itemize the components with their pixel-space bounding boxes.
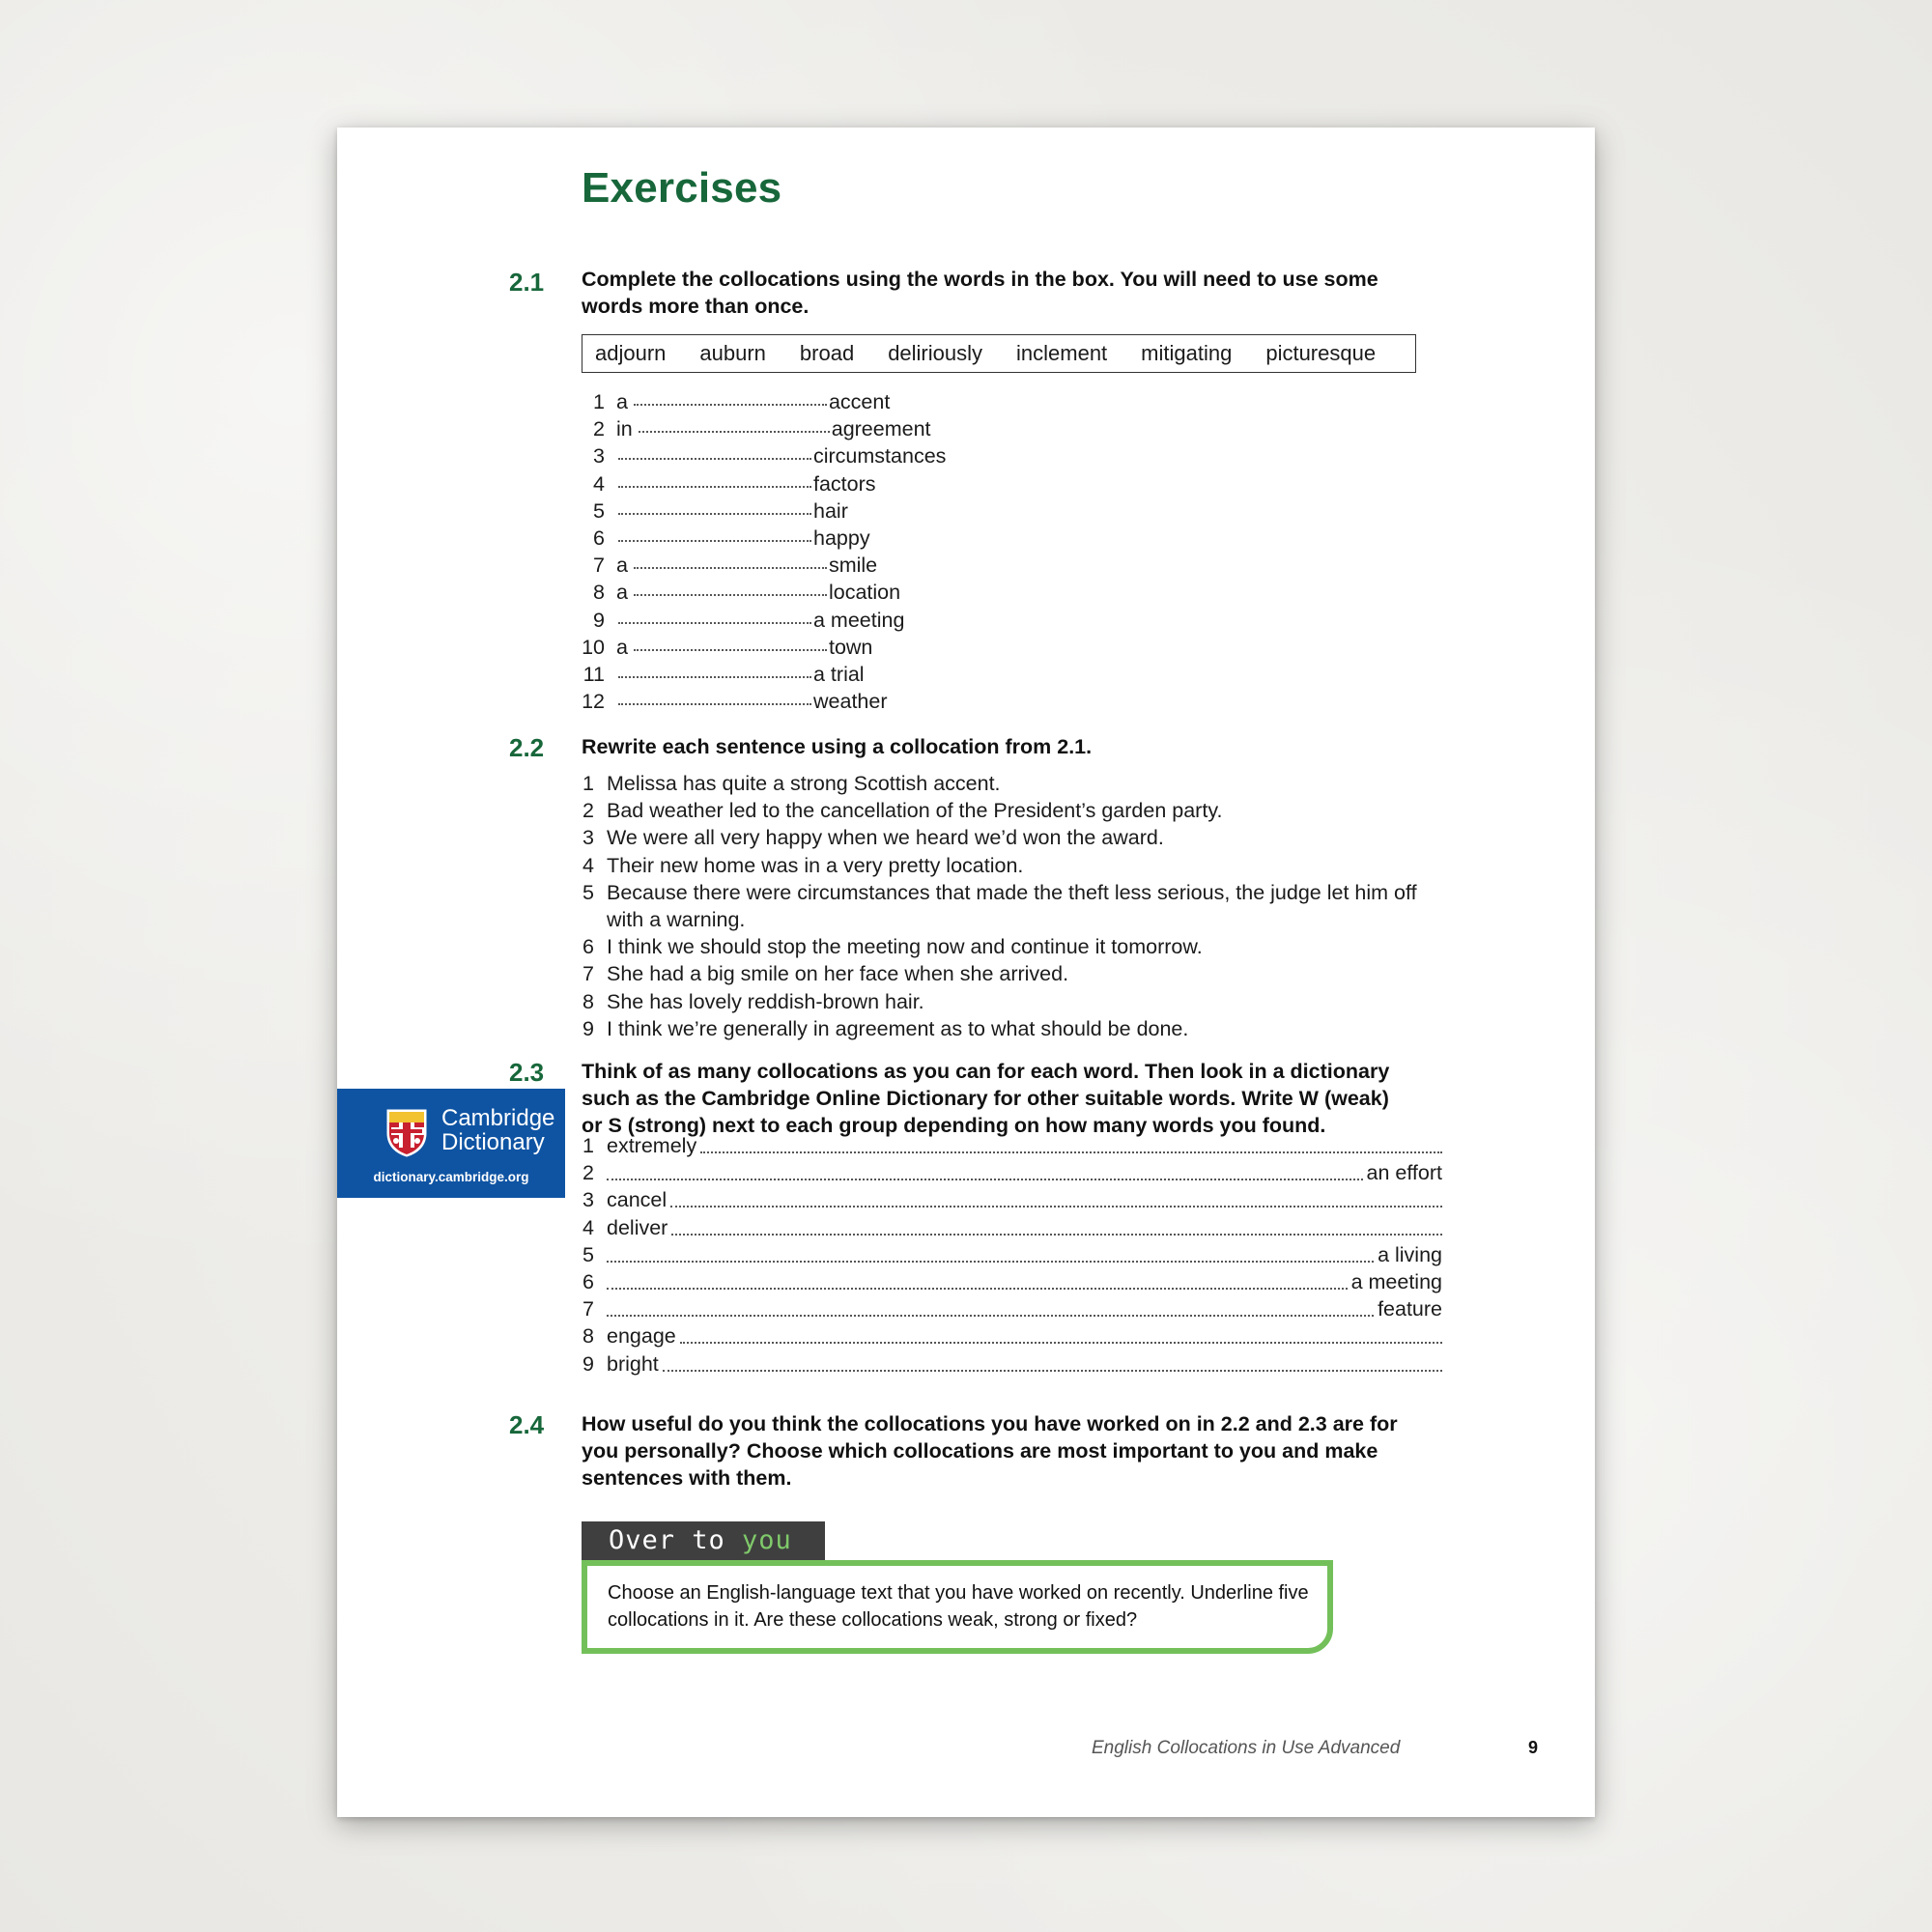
item-number: 7: [582, 962, 594, 986]
item-number: 2: [593, 417, 605, 441]
item-number: 3: [593, 444, 605, 469]
item-collocate: feature: [1378, 1297, 1442, 1321]
item-collocate: weather: [813, 690, 888, 714]
item-number: 4: [593, 471, 605, 496]
answer-blank[interactable]: [607, 1288, 1348, 1290]
exercise-2-1-instruction: Complete the collocations using the words in the box. You will need to use some words more than once.: [582, 268, 1378, 318]
item-number: 2: [582, 1161, 594, 1185]
over-to-you-box: [582, 1560, 1333, 1654]
answer-blank[interactable]: [618, 540, 811, 542]
item-number: 3: [582, 826, 594, 850]
exercise-item: [582, 579, 900, 606]
answer-blank[interactable]: [634, 594, 827, 596]
item-word: bright: [607, 1351, 659, 1376]
over-to-you-label: Over to you: [582, 1521, 825, 1560]
item-prefix: a: [616, 390, 628, 413]
answer-blank[interactable]: [618, 486, 811, 488]
sentence-item: [582, 770, 1001, 797]
item-prefix: a: [616, 554, 628, 578]
sentence-continuation: with a warning.: [607, 908, 746, 931]
answer-blank[interactable]: [634, 649, 827, 651]
item-number: 4: [582, 853, 594, 877]
item-number: 6: [582, 1270, 594, 1293]
item-number: 6: [582, 935, 594, 959]
sentence-item: [582, 879, 1417, 906]
item-collocate: town: [828, 635, 873, 659]
word-box: [582, 334, 1416, 373]
answer-blank[interactable]: [663, 1370, 1442, 1372]
item-word: deliver: [607, 1215, 668, 1239]
collocation-item: [582, 1186, 1442, 1213]
sentence-text: We were all very happy when we heard we’d won the award.: [607, 826, 1164, 850]
exercise-2-3-instruction: Think of as many collocations as you can for each word. Then look in a dictionary such as the Cambridge Online Dictionary for other suitable words. Write W (weak) or S (strong) next to each group depending on how many words you found.: [582, 1060, 1390, 1137]
sentence-text: Melissa has quite a strong Scottish accent.: [607, 772, 1001, 795]
item-number: 1: [593, 390, 605, 413]
word-box-item: auburn: [699, 341, 766, 365]
sentence-text: Because there were circumstances that made the theft less serious, the judge let him off: [607, 880, 1417, 904]
item-word: engage: [607, 1324, 676, 1349]
item-collocate: an effort: [1366, 1161, 1442, 1185]
item-prefix: a: [616, 581, 628, 605]
exercise-item: [582, 552, 877, 579]
sentence-text: She has lovely reddish-brown hair.: [607, 989, 924, 1013]
collocation-item: [582, 1295, 1442, 1322]
exercise-number-2-3: 2.3: [509, 1058, 545, 1087]
item-number: 5: [593, 498, 605, 523]
sentence-text: Their new home was in a very pretty location.: [607, 853, 1024, 877]
answer-blank[interactable]: [607, 1261, 1374, 1263]
item-number: 10: [582, 635, 605, 659]
answer-blank[interactable]: [634, 404, 827, 406]
cambridge-shield-icon: [385, 1108, 428, 1158]
item-number: 9: [582, 1016, 594, 1040]
item-number: 8: [582, 989, 594, 1013]
answer-blank[interactable]: [671, 1234, 1442, 1236]
word-box-item: mitigating: [1141, 341, 1233, 365]
item-collocate: circumstances: [813, 444, 947, 469]
exercise-2-4-instruction: How useful do you think the collocations you have worked on in 2.2 and 2.3 are for you personally? Choose which collocations are most important to you and make sentences with them.: [582, 1412, 1398, 1490]
item-number: 9: [582, 1351, 594, 1376]
item-number: 5: [582, 1242, 594, 1266]
answer-blank[interactable]: [634, 567, 827, 569]
collocation-item: [582, 1350, 1442, 1378]
answer-blank[interactable]: [618, 622, 811, 624]
item-number: 8: [593, 581, 605, 605]
item-number: 12: [582, 690, 605, 714]
answer-blank[interactable]: [607, 1315, 1374, 1317]
over-to-you-text: Choose an English-language text that you have worked on recently. Underline five collocations in it. Are these collocations weak, strong or fixed?: [608, 1582, 1309, 1631]
item-number: 7: [582, 1297, 594, 1321]
cambridge-dictionary-badge[interactable]: [337, 1089, 565, 1198]
exercise-item: [582, 607, 904, 634]
item-number: 1: [582, 772, 594, 795]
item-collocate: a trial: [813, 663, 865, 686]
item-collocate: happy: [813, 526, 870, 550]
workbook-page: [337, 128, 1595, 1817]
answer-blank[interactable]: [618, 703, 811, 705]
exercise-number-2-2: 2.2: [509, 733, 545, 762]
collocation-item: [582, 1268, 1442, 1295]
page-number: 9: [1528, 1738, 1539, 1757]
item-number: 6: [593, 526, 605, 550]
item-collocate: a meeting: [813, 608, 905, 632]
item-collocate: accent: [828, 390, 891, 413]
sentence-text: Bad weather led to the cancellation of the President’s garden party.: [607, 799, 1223, 823]
item-number: 5: [582, 880, 594, 904]
item-number: 4: [582, 1215, 594, 1239]
answer-blank[interactable]: [639, 431, 830, 433]
item-collocate: a meeting: [1350, 1270, 1442, 1293]
answer-blank[interactable]: [680, 1342, 1442, 1344]
exercise-item: [582, 497, 848, 525]
answer-blank[interactable]: [618, 676, 811, 678]
collocation-item: [582, 1214, 1442, 1241]
item-number: 11: [582, 663, 605, 686]
item-collocate: location: [828, 581, 901, 605]
answer-blank[interactable]: [700, 1151, 1442, 1153]
item-number: 8: [582, 1324, 594, 1349]
word-box-item: adjourn: [595, 341, 667, 365]
sentence-item: [582, 824, 1164, 851]
answer-blank[interactable]: [618, 458, 811, 460]
sentence-item: [582, 933, 1203, 960]
exercise-item: [582, 415, 931, 442]
item-collocate: agreement: [831, 417, 931, 441]
sentence-text: I think we’re generally in agreement as to what should be done.: [607, 1016, 1189, 1040]
exercise-number-2-1: 2.1: [509, 268, 545, 297]
sentence-item: [582, 852, 1023, 879]
cambridge-dictionary-name: Cambridge Dictionary: [441, 1105, 555, 1155]
cambridge-dictionary-url[interactable]: dictionary.cambridge.org: [373, 1170, 529, 1184]
exercise-item: [582, 661, 865, 688]
sentence-item: [582, 960, 1068, 987]
word-box-item: broad: [799, 341, 855, 365]
answer-blank[interactable]: [670, 1206, 1442, 1208]
word-box-item: inclement: [1016, 341, 1108, 365]
answer-blank[interactable]: [607, 1179, 1363, 1180]
item-prefix: in: [616, 417, 633, 441]
collocation-item: [582, 1159, 1442, 1186]
item-number: 7: [593, 554, 605, 578]
word-box-item: picturesque: [1265, 341, 1377, 365]
sentence-item: [582, 988, 924, 1015]
exercise-item: [582, 442, 946, 469]
footer-book-title: English Collocations in Use Advanced: [1092, 1738, 1401, 1758]
exercise-2-2-instruction: Rewrite each sentence using a collocation from 2.1.: [582, 735, 1093, 758]
item-collocate: factors: [813, 471, 876, 496]
exercise-item: [582, 688, 888, 715]
exercise-item: [582, 388, 890, 415]
item-prefix: a: [616, 635, 628, 659]
item-number: 2: [582, 799, 594, 823]
item-collocate: hair: [813, 498, 848, 523]
item-number: 3: [582, 1188, 594, 1212]
item-collocate: a living: [1378, 1242, 1442, 1266]
item-collocate: smile: [828, 554, 878, 578]
sentence-text: I think we should stop the meeting now and continue it tomorrow.: [607, 935, 1203, 959]
item-number: 9: [593, 608, 605, 632]
exercise-item: [582, 634, 872, 661]
sentence-text: She had a big smile on her face when she arrived.: [607, 962, 1069, 986]
answer-blank[interactable]: [618, 513, 811, 515]
page-title: Exercises: [582, 164, 782, 212]
sentence-item: [582, 1015, 1188, 1042]
exercise-item: [582, 525, 870, 552]
exercise-item: [582, 470, 876, 497]
exercise-number-2-4: 2.4: [509, 1410, 545, 1439]
item-word: cancel: [607, 1188, 668, 1212]
item-word: extremely: [607, 1134, 697, 1157]
collocation-item: [582, 1241, 1442, 1268]
collocation-item: [582, 1322, 1442, 1350]
collocation-item: [582, 1132, 1442, 1159]
word-box-item: deliriously: [888, 341, 983, 365]
sentence-item: [582, 797, 1222, 824]
item-number: 1: [582, 1134, 594, 1157]
